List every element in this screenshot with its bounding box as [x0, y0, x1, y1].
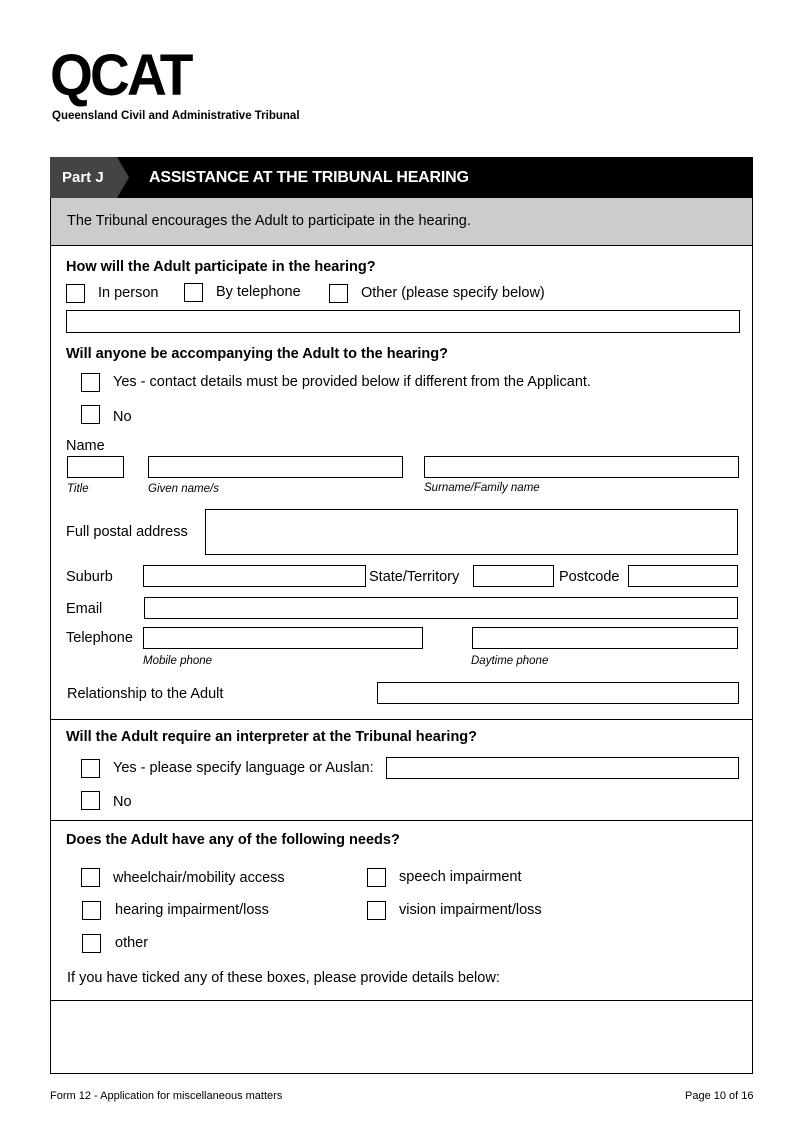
given-name-hint: Given name/s	[148, 483, 219, 495]
interpreter-no-label: No	[113, 794, 132, 810]
mobile-phone-hint: Mobile phone	[143, 655, 213, 667]
interpreter-language-field[interactable]	[386, 757, 739, 779]
suburb-field[interactable]	[143, 565, 366, 587]
in-person-label: In person	[98, 285, 159, 301]
accompany-yes-label: Yes - contact details must be provided below if different from the Applicant.	[113, 374, 591, 390]
suburb-label: Suburb	[66, 569, 113, 585]
participation-question: How will the Adult participate in the hearing?	[66, 259, 376, 275]
needs-details-field[interactable]	[51, 1001, 752, 1073]
interpreter-yes-checkbox[interactable]	[81, 759, 100, 778]
given-name-field[interactable]	[148, 456, 403, 478]
by-telephone-label: By telephone	[216, 284, 301, 300]
other-needs-label: other	[115, 935, 149, 951]
section-divider	[50, 719, 753, 720]
relationship-field[interactable]	[377, 682, 739, 704]
section-title: ASSISTANCE AT THE TRIBUNAL HEARING	[149, 169, 469, 186]
vision-impairment-checkbox[interactable]	[367, 901, 386, 920]
hearing-impairment-checkbox[interactable]	[82, 901, 101, 920]
interpreter-question: Will the Adult require an interpreter at the Tribunal hearing?	[66, 729, 478, 745]
logo-subtitle: Queensland Civil and Administrative Tribunal	[52, 110, 300, 122]
other-participation-checkbox[interactable]	[329, 284, 348, 303]
hearing-impairment-label: hearing impairment/loss	[115, 902, 269, 918]
by-telephone-checkbox[interactable]	[184, 283, 203, 302]
needs-question: Does the Adult have any of the following needs?	[66, 832, 400, 848]
state-field[interactable]	[473, 565, 554, 587]
footer-page-number: Page 10 of 16	[685, 1090, 754, 1102]
accompany-no-label: No	[113, 409, 132, 425]
speech-impairment-label: speech impairment	[399, 869, 522, 885]
surname-hint: Surname/Family name	[424, 482, 540, 494]
vision-impairment-label: vision impairment/loss	[399, 902, 542, 918]
surname-field[interactable]	[424, 456, 739, 478]
postal-address-label: Full postal address	[66, 524, 188, 540]
footer-form-name: Form 12 - Application for miscellaneous matters	[50, 1090, 283, 1102]
name-label: Name	[66, 438, 105, 454]
speech-impairment-checkbox[interactable]	[367, 868, 386, 887]
intro-text: The Tribunal encourages the Adult to participate in the hearing.	[67, 213, 471, 229]
daytime-phone-hint: Daytime phone	[471, 655, 549, 667]
postal-address-field[interactable]	[205, 509, 738, 555]
in-person-checkbox[interactable]	[66, 284, 85, 303]
accompany-yes-checkbox[interactable]	[81, 373, 100, 392]
telephone-label: Telephone	[66, 630, 133, 646]
email-field[interactable]	[144, 597, 738, 619]
section-divider	[50, 820, 753, 821]
other-participation-field[interactable]	[66, 310, 740, 333]
accompany-question: Will anyone be accompanying the Adult to the hearing?	[66, 346, 449, 362]
qcat-logo: QCAT	[50, 43, 191, 108]
accompany-no-checkbox[interactable]	[81, 405, 100, 424]
title-hint: Title	[67, 483, 89, 495]
wheelchair-label: wheelchair/mobility access	[113, 870, 285, 886]
email-label: Email	[66, 601, 103, 617]
needs-details-prompt: If you have ticked any of these boxes, please provide details below:	[67, 970, 500, 986]
postcode-field[interactable]	[628, 565, 738, 587]
part-label: Part J	[62, 169, 104, 186]
interpreter-no-checkbox[interactable]	[81, 791, 100, 810]
title-field[interactable]	[67, 456, 124, 478]
postcode-label: Postcode	[559, 569, 620, 585]
mobile-phone-field[interactable]	[143, 627, 423, 649]
relationship-label: Relationship to the Adult	[67, 686, 224, 702]
interpreter-yes-label: Yes - please specify language or Auslan:	[113, 760, 374, 776]
daytime-phone-field[interactable]	[472, 627, 738, 649]
state-label: State/Territory	[369, 569, 460, 585]
other-needs-checkbox[interactable]	[82, 934, 101, 953]
wheelchair-checkbox[interactable]	[81, 868, 100, 887]
other-participation-label: Other (please specify below)	[361, 285, 545, 301]
